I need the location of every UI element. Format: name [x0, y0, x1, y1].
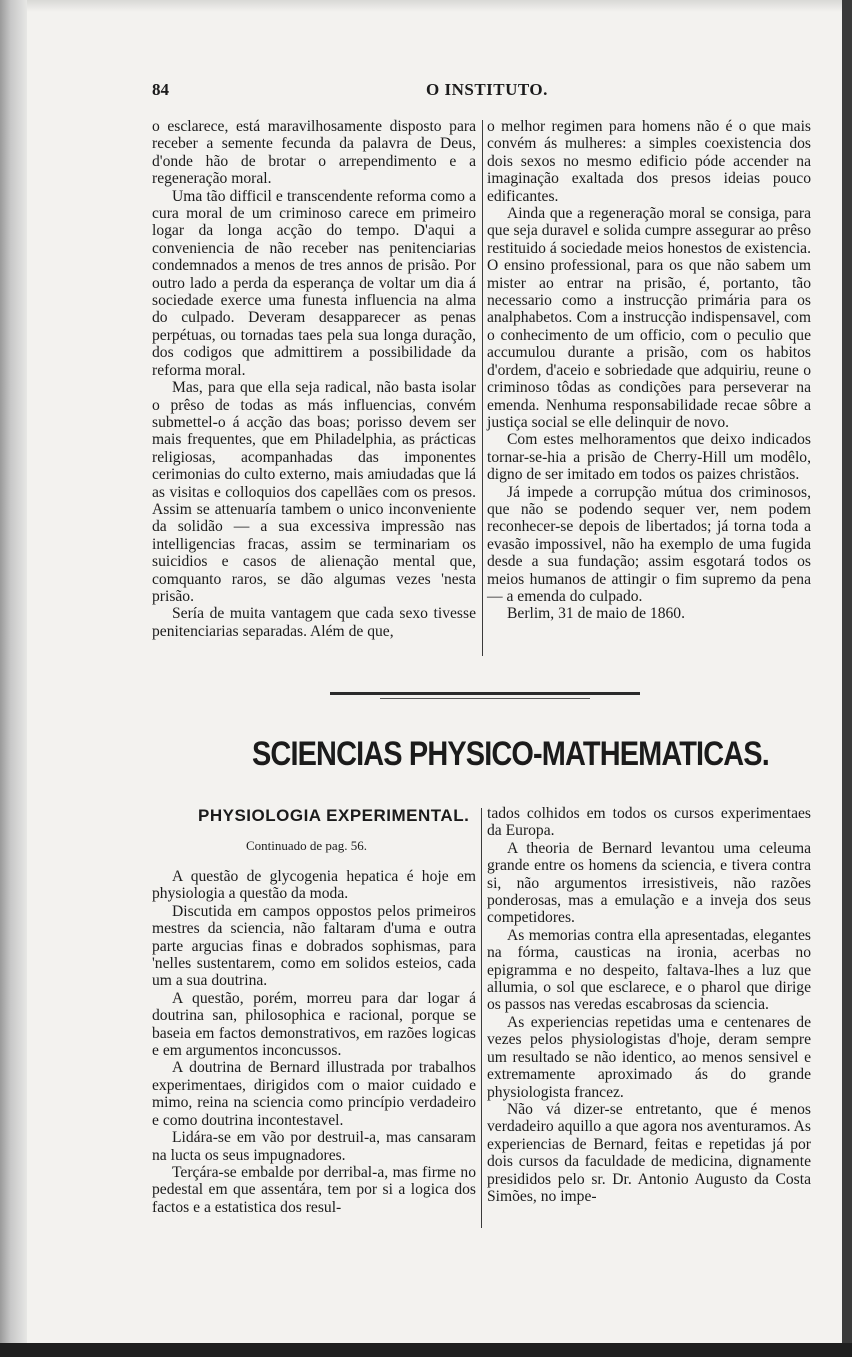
bottom-page-edge: [0, 1343, 852, 1357]
paragraph: Mas, para que ella seja radical, não basta isolar o prêso de todas as más influencias, convém submettel-o á acção das boas; porisso devem ser mais frequentes, que em Philadelphia, as prácticas religiosas, acompanhadas das imponentes cerimonias do culto externo, mais amiudadas que lá as visitas e colloquios dos capellães com os presos. Assim se attenuaría tambem o unico inconveniente da solidão — a sua excessiva impressão nas intelligencias fracas, assim se terminariam os suicidios e casos de alienação mental que, comquanto raros, se dão algumas vezes 'nesta prisão.: [152, 379, 476, 605]
paragraph: Já impede a corrupção mútua dos criminosos, que não se podendo sequer ver, nem podem reconhecer-se depois de libertados; já torna toda a evasão impossivel, não ha exemplo de uma fugida desde a sua fundação; assim esgotará todos os meios humanos de attingir o fim supremo da pena — a emenda do culpado.: [487, 483, 811, 605]
paragraph: Terçára-se embalde por derribal-a, mas firme no pedestal em que assentára, tem por si a logica dos factos e a estatistica dos resul-: [152, 1163, 476, 1216]
column-bottom-left: [152, 868, 476, 1228]
paragraph: Não vá dizer-se entretanto, que é menos verdadeiro aquillo a que agora nos aventuramos. As experiencias de Bernard, feitas e repetidas já por dois cursos da faculdade de medicina, dignamente presididos pelo sr. Dr. Antonio Augusto da Costa Simões, no impe-: [487, 1100, 811, 1205]
column-top-left: [152, 118, 476, 658]
paragraph: o melhor regimen para homens não é o que mais convém ás mulheres: a simples coexistencia dos dois sexos no mesmo edificio póde accender na imaginação exaltada dos presos ideias pouco edificantes.: [487, 118, 811, 205]
dateline: Berlim, 31 de maio de 1860.: [507, 605, 685, 623]
paragraph: Com estes melhoramentos que deixo indicados tornar-se-hia a prisão de Cherry-Hill um modêlo, digno de ser imitado em todos os paizes christãos.: [487, 431, 811, 484]
paragraph: As experiencias repetidas uma e centenares de vezes pelos physiologistas d'hoje, deram sempre um resultado se não identico, ao menos sensivel e extremamente aproximado ás do grande physiologista francez.: [487, 1013, 811, 1101]
paragraph: A doutrina de Bernard illustrada por trabalhos experimentaes, dirigidos com o maior cuidado e mimo, reina na sciencia como princípio verdadeiro e como doutrina incontestavel.: [152, 1059, 476, 1129]
paragraph: A questão de glycogenia hepatica é hoje em physiologia a questão da moda.: [152, 868, 476, 903]
running-title: O INSTITUTO.: [426, 80, 548, 99]
book-spine-shadow: [0, 0, 27, 1357]
top-edge-shadow: [27, 0, 842, 12]
column-top-right: [487, 118, 811, 658]
paragraph: Discutida em campos oppostos pelos primeiros mestres da sciencia, não faltaram d'uma e outra parte argucias finas e dobrados sophismas, para 'nelles sustentarem, como em solidos esteios, cada um a sua doutrina.: [152, 902, 476, 990]
paragraph: Lidára-se em vão por destruil-a, mas cansaram na lucta os seus impugnadores.: [152, 1129, 476, 1164]
continued-note: Continuado de pag. 56.: [246, 838, 367, 853]
section-separator-thin: [380, 698, 590, 699]
page-number: 84: [152, 80, 169, 99]
paragraph: A questão, porém, morreu para dar logar á doutrina san, philosophica e racional, porque se baseia em factos demonstrativos, em razões logicas e em argumentos inconcussos.: [152, 989, 476, 1060]
paragraph: Ainda que a regeneração moral se consiga, para que seja duravel e solida cumpre assegurar ao prêso restituido á sociedade meios honestos de existencia. O ensino professional, para os que não sabem um mister ao entrar na prisão, é, portanto, tão necessario como a instrucção primária para os analphabetos. Com a instrucção indispensavel, com o conhecimento de um officio, com o peculio que accumulou durante a prisão, com os habitos d'ordem, d'aceio e sobriedade que adquiriu, reune o criminoso tôdas as condições para perseverar na emenda. Nenhuma responsabilidade recae sôbre a justiça social se elle delinquir de novo.: [487, 205, 811, 431]
section-title: SCIENCIAS PHYSICO-MATHEMATICAS.: [252, 735, 769, 773]
right-page-edge: [842, 0, 852, 1357]
paragraph: Uma tão difficil e transcendente reforma como a cura moral de um criminoso carece em primeiro logar da longa acção do tempo. D'aqui a conveniencia de não receber nas penitenciarias condemnados a menos de tres annos de prisão. Por outro lado a perda da esperança de voltar um dia á sociedade exerce uma funesta influencia na alma do culpado. Deveram desapparecer as penas perpétuas, ou tornadas taes pela sua longa duração, dos codigos que admittirem a possibilidade da reforma moral.: [152, 187, 476, 379]
column-divider-bottom: [481, 808, 482, 1228]
section-separator: [330, 692, 640, 695]
paragraph: o esclarece, está maravilhosamente disposto para receber a semente fecunda da palavra de Deus, d'onde hão de brotar o arrependimento e a regeneração moral.: [152, 118, 476, 188]
paragraph: A theoria de Bernard levantou uma celeuma grande entre os homens da sciencia, e tivera contra si, não argumentos irresistiveis, não razões ponderosas, mas a emulação e a inveja dos seus competidores.: [487, 839, 811, 927]
paragraph: tados colhidos em todos os cursos experimentaes da Europa.: [487, 805, 811, 840]
paragraph: As memorias contra ella apresentadas, elegantes na fórma, causticas na ironia, acerbas no epigramma e no despeito, faltava-lhes a luz que allumia, o sol que esclarece, e o pharol que dirige os passos nas veredas escabrosas da sciencia.: [487, 926, 811, 1014]
column-bottom-right: [487, 805, 811, 1230]
article-title: PHYSIOLOGIA EXPERIMENTAL.: [198, 806, 470, 825]
column-divider-top: [482, 120, 483, 656]
paragraph: Sería de muita vantagem que cada sexo tivesse penitenciarias separadas. Além de que,: [152, 605, 476, 640]
page-header: [152, 80, 812, 106]
